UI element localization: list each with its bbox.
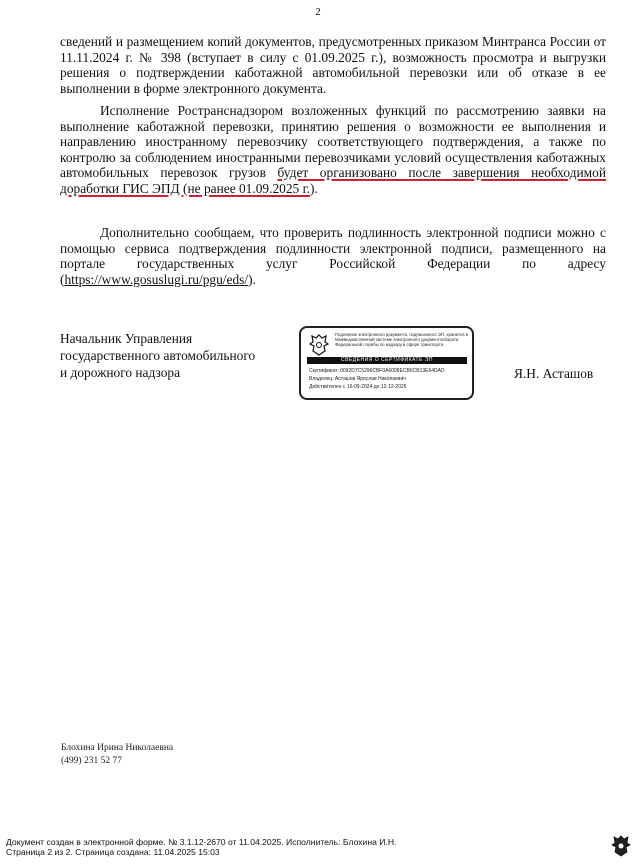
page-number: 2 bbox=[315, 6, 321, 18]
signatory-title-line-1: Начальник Управления bbox=[60, 331, 193, 346]
footer-line-1: Документ создан в электронной форме. № 3.1.12-2670 от 11.04.2025. Исполнитель: Блохина И.Н. bbox=[6, 837, 397, 847]
stamp-certificate: Сертификат: 0092D7C5296CBF0A6008ECB6CB13E64DAD bbox=[309, 368, 445, 374]
stamp-owner: Владелец: Асташов Ярослав Николаевич bbox=[309, 376, 406, 382]
paragraph-2-highlight: будет организовано после завершения необходимой доработки ГИС ЭПД (не ранее 01.09.2025 г. bbox=[60, 165, 606, 196]
stamp-header: Подлинник электронного документа, подписанного ЭП, хранится в Межведомственной системе электронного документооборота Федеральной службы по надзору в сфере транспорта bbox=[335, 332, 468, 347]
footer-emblem-icon bbox=[611, 834, 631, 858]
paragraph-2-text: Исполнение Ространснадзором возложенных функций по рассмотрению заявки на выполнение каботажной перевозки, принятию решения о возможности ее выполнения и направлению иностранному перевозчику соответствующего подтверждения, а также по контролю за соблюдением иностранными перевозчиками условий осуществления каботажных автомобильных перевозок грузов bbox=[60, 103, 606, 180]
paragraph-3-end: ). bbox=[248, 271, 256, 287]
executor-info bbox=[61, 742, 173, 768]
eagle-emblem-icon bbox=[309, 333, 329, 357]
paragraph-1: сведений и размещением копий документов, предусмотренных приказом Минтранса России от 11.11.2024 г. № 398 (вступает в силу с 01.09.2025 г.), возможность просмотра и выгрузки решения о подтверждении каботажной автомобильной перевозки или об отказе в ее выполнении в форме электронного документа. bbox=[60, 34, 606, 96]
stamp-certificate-bar: СВЕДЕНИЯ О СЕРТИФИКАТЕ ЭП bbox=[307, 357, 467, 364]
electronic-signature-stamp bbox=[299, 326, 474, 400]
signatory-title-line-2: государственного автомобильного bbox=[60, 348, 256, 363]
signatory-title-line-3: и дорожного надзора bbox=[60, 365, 181, 380]
signatory-name: Я.Н. Асташов bbox=[514, 366, 594, 381]
document-footer bbox=[6, 837, 396, 857]
paragraph-2-end: ). bbox=[309, 180, 318, 196]
executor-name: Блохина Ирина Николаевна bbox=[61, 743, 174, 753]
footer-line-2: Страница 2 из 2. Страница создана: 11.04.2025 15:03 bbox=[6, 847, 220, 857]
paragraph-2 bbox=[60, 103, 606, 196]
stamp-validity: Действителен с 16-09-2024 до 12-12-2025 bbox=[309, 384, 407, 390]
paragraph-3 bbox=[60, 225, 606, 287]
gosuslugi-link[interactable]: https://www.gosuslugi.ru/pgu/eds/ bbox=[64, 271, 249, 287]
paragraph-3-text: Дополнительно сообщаем, что проверить подлинность электронной подписи можно с помощью сервиса подтверждения подлинности электронной подписи, размещенного на портале государственных услуг Российской Федерации по адресу ( bbox=[60, 225, 606, 287]
executor-phone: (499) 231 52 77 bbox=[61, 756, 122, 766]
signatory-title bbox=[60, 330, 300, 381]
